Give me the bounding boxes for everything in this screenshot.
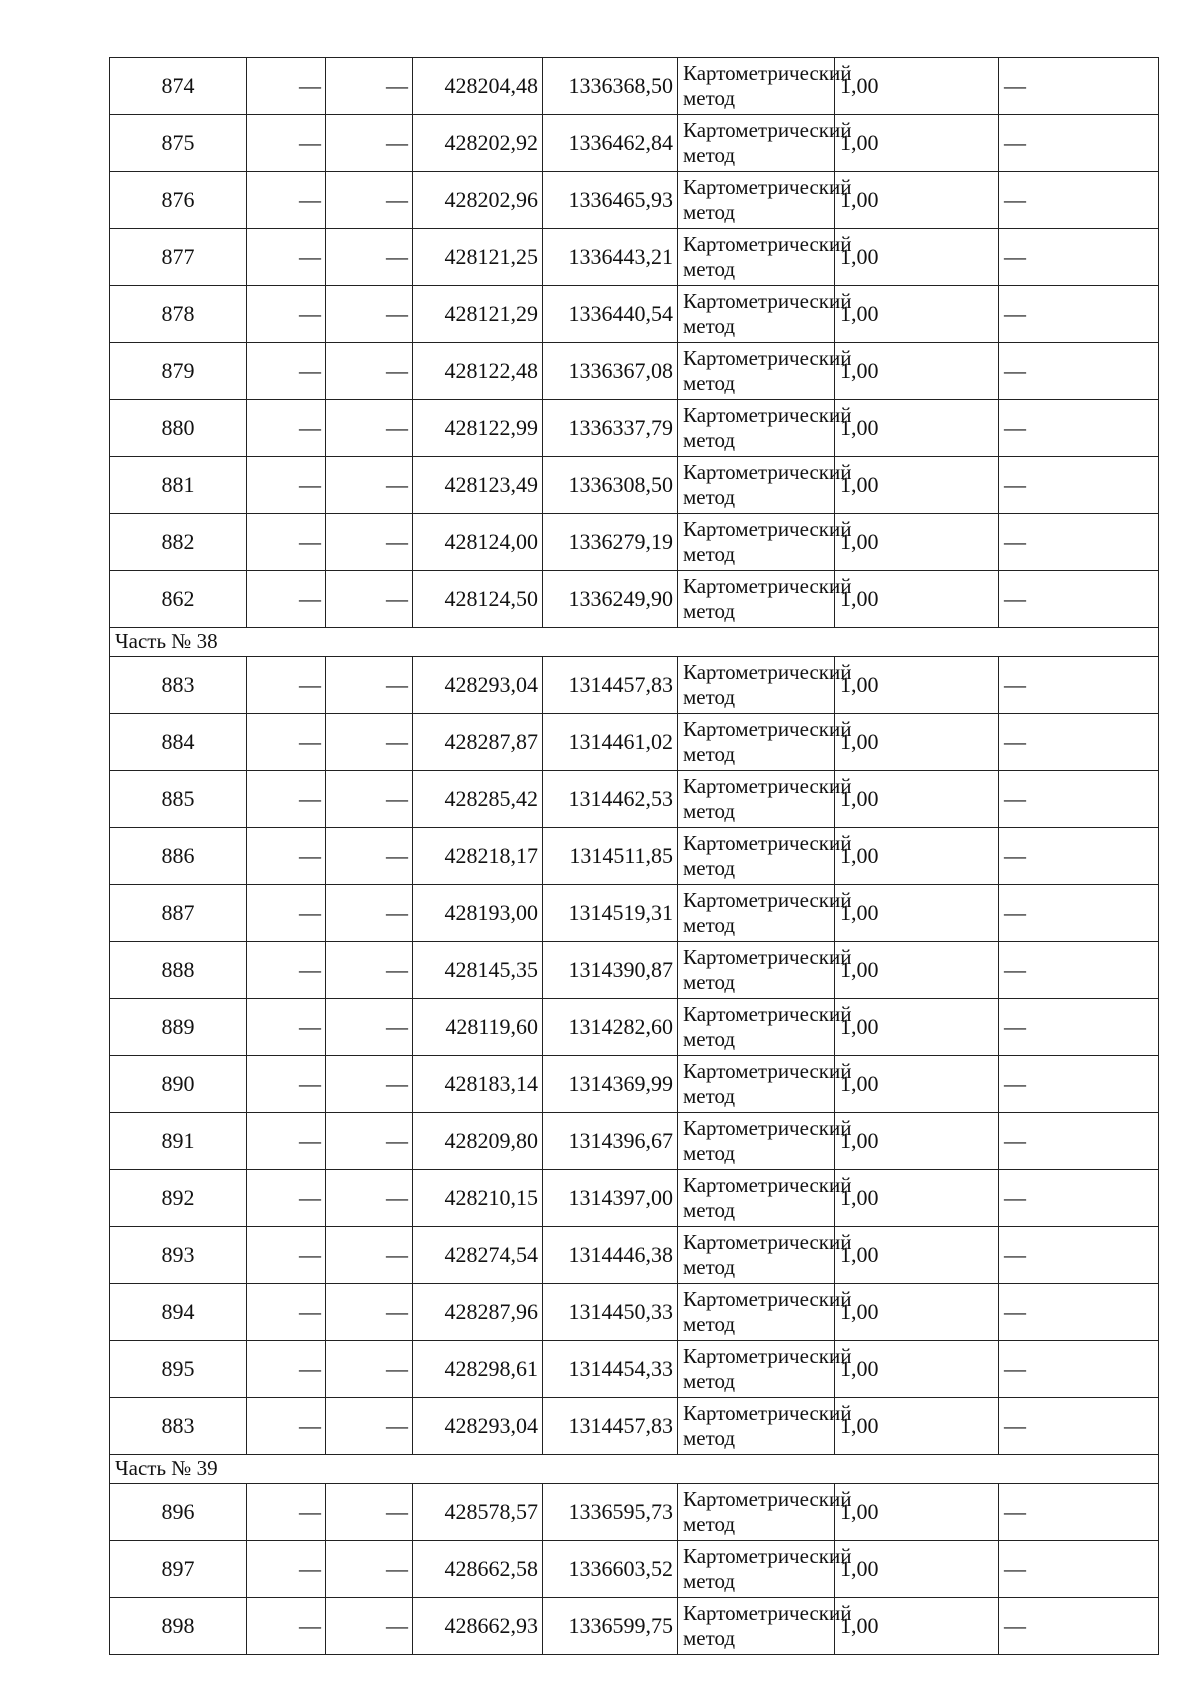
y-coordinate-cell: 1336599,75: [543, 1598, 678, 1655]
old-x-cell: —: [247, 514, 326, 571]
old-x-cell: —: [247, 571, 326, 628]
method-cell: Картометрический метод: [678, 885, 835, 942]
accuracy-cell: 1,00: [835, 1541, 999, 1598]
table-row: [110, 999, 1159, 1056]
x-coordinate-cell: 428124,50: [413, 571, 543, 628]
table-row: [110, 229, 1159, 286]
old-y-cell: —: [326, 1598, 413, 1655]
table-row: [110, 58, 1159, 115]
old-x-cell: —: [247, 999, 326, 1056]
old-x-cell: —: [247, 714, 326, 771]
accuracy-cell: 1,00: [835, 714, 999, 771]
table-row: [110, 1484, 1159, 1541]
accuracy-cell: 1,00: [835, 942, 999, 999]
point-number-cell: 895: [110, 1341, 247, 1398]
accuracy-cell: 1,00: [835, 343, 999, 400]
accuracy-cell: 1,00: [835, 885, 999, 942]
x-coordinate-cell: 428202,92: [413, 115, 543, 172]
y-coordinate-cell: 1336603,52: [543, 1541, 678, 1598]
x-coordinate-cell: 428119,60: [413, 999, 543, 1056]
y-coordinate-cell: 1336368,50: [543, 58, 678, 115]
y-coordinate-cell: 1336249,90: [543, 571, 678, 628]
table-row: [110, 1598, 1159, 1655]
x-coordinate-cell: 428124,00: [413, 514, 543, 571]
old-x-cell: —: [247, 1398, 326, 1455]
point-number-cell: 885: [110, 771, 247, 828]
method-cell: Картометрический метод: [678, 457, 835, 514]
method-cell: Картометрический метод: [678, 942, 835, 999]
accuracy-cell: 1,00: [835, 657, 999, 714]
description-cell: —: [999, 58, 1159, 115]
accuracy-cell: 1,00: [835, 286, 999, 343]
y-coordinate-cell: 1336465,93: [543, 172, 678, 229]
old-x-cell: —: [247, 343, 326, 400]
table-row: [110, 942, 1159, 999]
part-title: Часть № 38: [110, 628, 1159, 657]
old-x-cell: —: [247, 1170, 326, 1227]
method-cell: Картометрический метод: [678, 1113, 835, 1170]
part-header-row: [110, 628, 1159, 657]
point-number-cell: 862: [110, 571, 247, 628]
table-row: [110, 657, 1159, 714]
old-x-cell: —: [247, 172, 326, 229]
old-x-cell: —: [247, 1341, 326, 1398]
point-number-cell: 877: [110, 229, 247, 286]
y-coordinate-cell: 1336308,50: [543, 457, 678, 514]
table-row: [110, 514, 1159, 571]
old-y-cell: —: [326, 1484, 413, 1541]
x-coordinate-cell: 428293,04: [413, 1398, 543, 1455]
old-y-cell: —: [326, 657, 413, 714]
method-cell: Картометрический метод: [678, 1341, 835, 1398]
method-cell: Картометрический метод: [678, 400, 835, 457]
x-coordinate-cell: 428210,15: [413, 1170, 543, 1227]
table-row: [110, 828, 1159, 885]
old-y-cell: —: [326, 571, 413, 628]
x-coordinate-cell: 428122,48: [413, 343, 543, 400]
x-coordinate-cell: 428209,80: [413, 1113, 543, 1170]
old-x-cell: —: [247, 942, 326, 999]
accuracy-cell: 1,00: [835, 172, 999, 229]
x-coordinate-cell: 428121,25: [413, 229, 543, 286]
x-coordinate-cell: 428218,17: [413, 828, 543, 885]
point-number-cell: 881: [110, 457, 247, 514]
description-cell: —: [999, 828, 1159, 885]
method-cell: Картометрический метод: [678, 58, 835, 115]
old-y-cell: —: [326, 885, 413, 942]
old-y-cell: —: [326, 1541, 413, 1598]
table-row: [110, 1113, 1159, 1170]
table-row: [110, 1541, 1159, 1598]
y-coordinate-cell: 1336279,19: [543, 514, 678, 571]
description-cell: —: [999, 286, 1159, 343]
accuracy-cell: 1,00: [835, 1598, 999, 1655]
x-coordinate-cell: 428287,87: [413, 714, 543, 771]
x-coordinate-cell: 428193,00: [413, 885, 543, 942]
accuracy-cell: 1,00: [835, 1341, 999, 1398]
old-y-cell: —: [326, 1284, 413, 1341]
y-coordinate-cell: 1314369,99: [543, 1056, 678, 1113]
accuracy-cell: 1,00: [835, 229, 999, 286]
description-cell: —: [999, 172, 1159, 229]
y-coordinate-cell: 1336443,21: [543, 229, 678, 286]
method-cell: Картометрический метод: [678, 1227, 835, 1284]
old-y-cell: —: [326, 1113, 413, 1170]
description-cell: —: [999, 1170, 1159, 1227]
x-coordinate-cell: 428183,14: [413, 1056, 543, 1113]
part-title: Часть № 39: [110, 1455, 1159, 1484]
description-cell: —: [999, 1541, 1159, 1598]
x-coordinate-cell: 428285,42: [413, 771, 543, 828]
accuracy-cell: 1,00: [835, 1113, 999, 1170]
accuracy-cell: 1,00: [835, 514, 999, 571]
table-row: [110, 172, 1159, 229]
y-coordinate-cell: 1314446,38: [543, 1227, 678, 1284]
table-row: [110, 571, 1159, 628]
old-x-cell: —: [247, 1541, 326, 1598]
method-cell: Картометрический метод: [678, 1598, 835, 1655]
point-number-cell: 892: [110, 1170, 247, 1227]
x-coordinate-cell: 428662,58: [413, 1541, 543, 1598]
y-coordinate-cell: 1314519,31: [543, 885, 678, 942]
accuracy-cell: 1,00: [835, 999, 999, 1056]
point-number-cell: 888: [110, 942, 247, 999]
accuracy-cell: 1,00: [835, 828, 999, 885]
method-cell: Картометрический метод: [678, 771, 835, 828]
point-number-cell: 883: [110, 657, 247, 714]
description-cell: —: [999, 1227, 1159, 1284]
point-number-cell: 891: [110, 1113, 247, 1170]
table-row: [110, 885, 1159, 942]
table-row: [110, 400, 1159, 457]
method-cell: Картометрический метод: [678, 115, 835, 172]
y-coordinate-cell: 1314396,67: [543, 1113, 678, 1170]
description-cell: —: [999, 1598, 1159, 1655]
method-cell: Картометрический метод: [678, 571, 835, 628]
old-y-cell: —: [326, 115, 413, 172]
point-number-cell: 884: [110, 714, 247, 771]
table-row: [110, 286, 1159, 343]
description-cell: —: [999, 1341, 1159, 1398]
x-coordinate-cell: 428121,29: [413, 286, 543, 343]
point-number-cell: 894: [110, 1284, 247, 1341]
method-cell: Картометрический метод: [678, 1398, 835, 1455]
description-cell: —: [999, 229, 1159, 286]
accuracy-cell: 1,00: [835, 1227, 999, 1284]
y-coordinate-cell: 1336595,73: [543, 1484, 678, 1541]
accuracy-cell: 1,00: [835, 1056, 999, 1113]
old-x-cell: —: [247, 58, 326, 115]
old-x-cell: —: [247, 286, 326, 343]
accuracy-cell: 1,00: [835, 115, 999, 172]
old-y-cell: —: [326, 343, 413, 400]
description-cell: —: [999, 400, 1159, 457]
old-y-cell: —: [326, 172, 413, 229]
accuracy-cell: 1,00: [835, 1170, 999, 1227]
accuracy-cell: 1,00: [835, 571, 999, 628]
point-number-cell: 878: [110, 286, 247, 343]
accuracy-cell: 1,00: [835, 58, 999, 115]
document-page: [109, 57, 1158, 1655]
point-number-cell: 882: [110, 514, 247, 571]
description-cell: —: [999, 343, 1159, 400]
table-row: [110, 1284, 1159, 1341]
description-cell: —: [999, 657, 1159, 714]
accuracy-cell: 1,00: [835, 1484, 999, 1541]
old-x-cell: —: [247, 457, 326, 514]
old-x-cell: —: [247, 1284, 326, 1341]
old-y-cell: —: [326, 1170, 413, 1227]
x-coordinate-cell: 428122,99: [413, 400, 543, 457]
point-number-cell: 874: [110, 58, 247, 115]
method-cell: Картометрический метод: [678, 1484, 835, 1541]
old-x-cell: —: [247, 1598, 326, 1655]
x-coordinate-cell: 428145,35: [413, 942, 543, 999]
y-coordinate-cell: 1336367,08: [543, 343, 678, 400]
description-cell: —: [999, 1056, 1159, 1113]
y-coordinate-cell: 1314450,33: [543, 1284, 678, 1341]
table-row: [110, 771, 1159, 828]
point-number-cell: 897: [110, 1541, 247, 1598]
y-coordinate-cell: 1314454,33: [543, 1341, 678, 1398]
old-x-cell: —: [247, 1227, 326, 1284]
old-y-cell: —: [326, 229, 413, 286]
x-coordinate-cell: 428123,49: [413, 457, 543, 514]
description-cell: —: [999, 457, 1159, 514]
method-cell: Картометрический метод: [678, 1541, 835, 1598]
method-cell: Картометрический метод: [678, 1284, 835, 1341]
y-coordinate-cell: 1314397,00: [543, 1170, 678, 1227]
method-cell: Картометрический метод: [678, 343, 835, 400]
old-x-cell: —: [247, 1113, 326, 1170]
old-y-cell: —: [326, 286, 413, 343]
description-cell: —: [999, 942, 1159, 999]
point-number-cell: 887: [110, 885, 247, 942]
accuracy-cell: 1,00: [835, 1398, 999, 1455]
y-coordinate-cell: 1314457,83: [543, 657, 678, 714]
old-x-cell: —: [247, 115, 326, 172]
x-coordinate-cell: 428298,61: [413, 1341, 543, 1398]
old-y-cell: —: [326, 514, 413, 571]
y-coordinate-cell: 1314461,02: [543, 714, 678, 771]
old-y-cell: —: [326, 1341, 413, 1398]
old-x-cell: —: [247, 771, 326, 828]
point-number-cell: 876: [110, 172, 247, 229]
y-coordinate-cell: 1314457,83: [543, 1398, 678, 1455]
x-coordinate-cell: 428293,04: [413, 657, 543, 714]
table-row: [110, 714, 1159, 771]
y-coordinate-cell: 1314511,85: [543, 828, 678, 885]
x-coordinate-cell: 428578,57: [413, 1484, 543, 1541]
old-x-cell: —: [247, 828, 326, 885]
description-cell: —: [999, 714, 1159, 771]
method-cell: Картометрический метод: [678, 286, 835, 343]
point-number-cell: 875: [110, 115, 247, 172]
table-body: [110, 58, 1159, 1655]
old-y-cell: —: [326, 942, 413, 999]
coordinates-table: [109, 57, 1159, 1655]
point-number-cell: 889: [110, 999, 247, 1056]
old-x-cell: —: [247, 400, 326, 457]
point-number-cell: 886: [110, 828, 247, 885]
x-coordinate-cell: 428204,48: [413, 58, 543, 115]
accuracy-cell: 1,00: [835, 771, 999, 828]
old-y-cell: —: [326, 771, 413, 828]
point-number-cell: 880: [110, 400, 247, 457]
old-x-cell: —: [247, 657, 326, 714]
method-cell: Картометрический метод: [678, 1170, 835, 1227]
y-coordinate-cell: 1336440,54: [543, 286, 678, 343]
y-coordinate-cell: 1314462,53: [543, 771, 678, 828]
old-x-cell: —: [247, 229, 326, 286]
table-row: [110, 343, 1159, 400]
old-y-cell: —: [326, 828, 413, 885]
accuracy-cell: 1,00: [835, 1284, 999, 1341]
method-cell: Картометрический метод: [678, 172, 835, 229]
old-x-cell: —: [247, 1056, 326, 1113]
method-cell: Картометрический метод: [678, 229, 835, 286]
method-cell: Картометрический метод: [678, 1056, 835, 1113]
table-row: [110, 1341, 1159, 1398]
y-coordinate-cell: 1336462,84: [543, 115, 678, 172]
method-cell: Картометрический метод: [678, 657, 835, 714]
table-row: [110, 115, 1159, 172]
y-coordinate-cell: 1314282,60: [543, 999, 678, 1056]
y-coordinate-cell: 1314390,87: [543, 942, 678, 999]
table-row: [110, 1398, 1159, 1455]
x-coordinate-cell: 428274,54: [413, 1227, 543, 1284]
old-y-cell: —: [326, 1398, 413, 1455]
table-row: [110, 1056, 1159, 1113]
method-cell: Картометрический метод: [678, 828, 835, 885]
old-y-cell: —: [326, 457, 413, 514]
old-y-cell: —: [326, 400, 413, 457]
description-cell: —: [999, 885, 1159, 942]
method-cell: Картометрический метод: [678, 714, 835, 771]
description-cell: —: [999, 514, 1159, 571]
description-cell: —: [999, 115, 1159, 172]
old-y-cell: —: [326, 999, 413, 1056]
method-cell: Картометрический метод: [678, 999, 835, 1056]
method-cell: Картометрический метод: [678, 514, 835, 571]
description-cell: —: [999, 1398, 1159, 1455]
old-y-cell: —: [326, 58, 413, 115]
x-coordinate-cell: 428662,93: [413, 1598, 543, 1655]
point-number-cell: 879: [110, 343, 247, 400]
point-number-cell: 896: [110, 1484, 247, 1541]
point-number-cell: 883: [110, 1398, 247, 1455]
description-cell: —: [999, 571, 1159, 628]
old-y-cell: —: [326, 1227, 413, 1284]
accuracy-cell: 1,00: [835, 400, 999, 457]
accuracy-cell: 1,00: [835, 457, 999, 514]
old-x-cell: —: [247, 1484, 326, 1541]
table-row: [110, 457, 1159, 514]
old-x-cell: —: [247, 885, 326, 942]
description-cell: —: [999, 1284, 1159, 1341]
table-row: [110, 1170, 1159, 1227]
old-y-cell: —: [326, 714, 413, 771]
table-row: [110, 1227, 1159, 1284]
description-cell: —: [999, 1484, 1159, 1541]
description-cell: —: [999, 771, 1159, 828]
point-number-cell: 893: [110, 1227, 247, 1284]
x-coordinate-cell: 428287,96: [413, 1284, 543, 1341]
old-y-cell: —: [326, 1056, 413, 1113]
y-coordinate-cell: 1336337,79: [543, 400, 678, 457]
part-header-row: [110, 1455, 1159, 1484]
x-coordinate-cell: 428202,96: [413, 172, 543, 229]
description-cell: —: [999, 999, 1159, 1056]
description-cell: —: [999, 1113, 1159, 1170]
point-number-cell: 898: [110, 1598, 247, 1655]
point-number-cell: 890: [110, 1056, 247, 1113]
